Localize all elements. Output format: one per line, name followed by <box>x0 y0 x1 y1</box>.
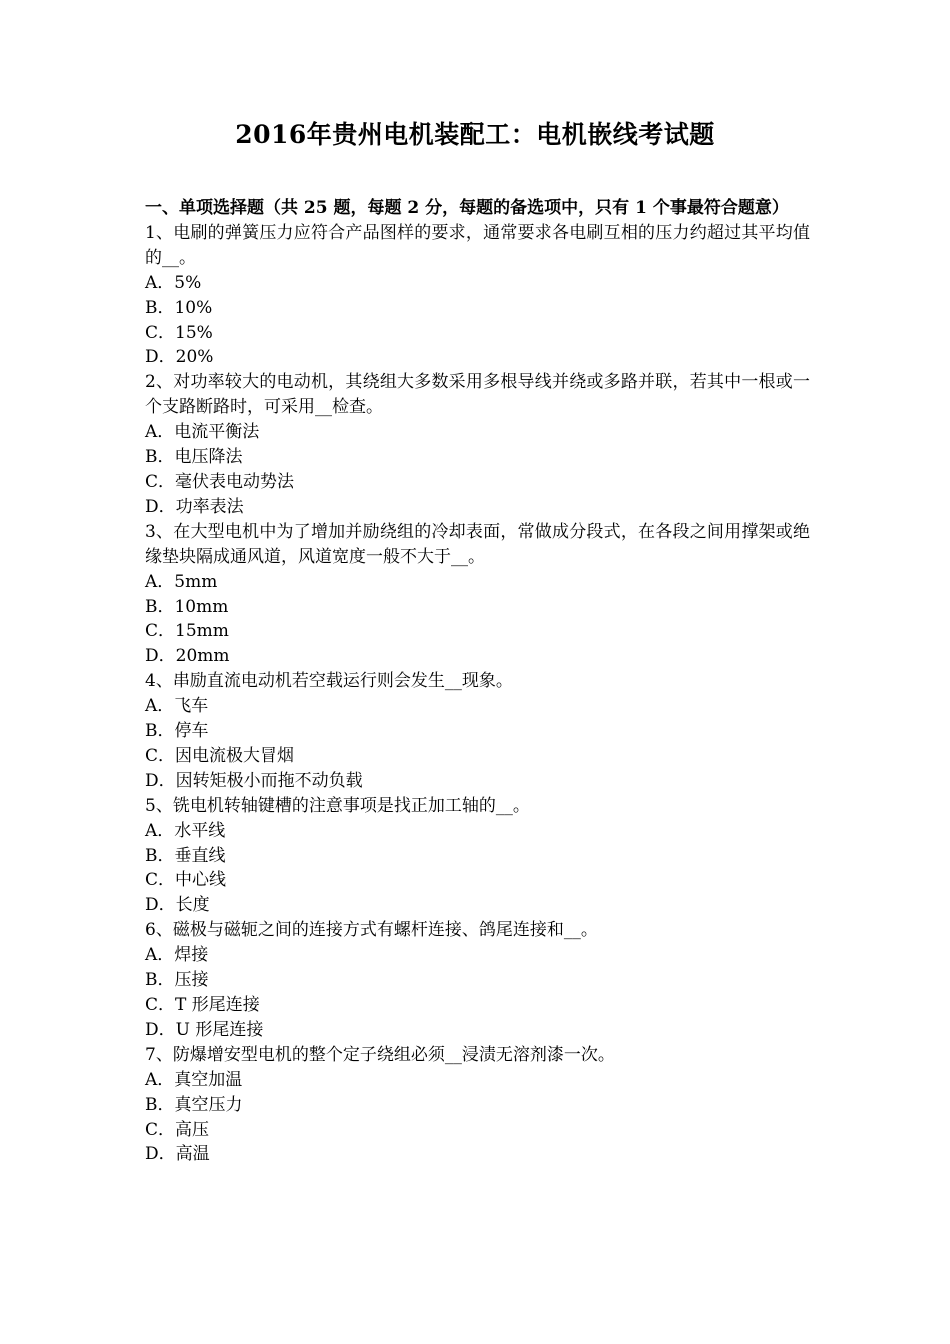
question-text: 5、铣电机转轴键槽的注意事项是找正加工轴的__。 <box>145 795 530 816</box>
option-a: A．真空加温 <box>145 1069 243 1090</box>
option-a: A．飞车 <box>145 696 209 717</box>
question-block <box>145 794 810 919</box>
option-d: D．因转矩极小而拖不动负载 <box>145 770 363 791</box>
option-a: A．5mm <box>145 571 218 592</box>
option-b: B．10% <box>145 297 213 318</box>
option-c: C．15% <box>145 322 213 343</box>
question-block <box>145 918 810 1043</box>
option-c: C．中心线 <box>145 870 227 891</box>
question-text: 7、防爆增安型电机的整个定子绕组必须__浸渍无溶剂漆一次。 <box>145 1044 615 1065</box>
question-block <box>145 520 810 669</box>
option-c: C．15mm <box>145 621 229 642</box>
option-b: B．垂直线 <box>145 845 226 866</box>
option-a: A．焊接 <box>145 945 209 966</box>
option-b: B．真空压力 <box>145 1094 243 1115</box>
option-d: D．20% <box>145 347 214 368</box>
option-a: A．电流平衡法 <box>145 422 260 443</box>
question-text: 1、电刷的弹簧压力应符合产品图样的要求，通常要求各电刷互相的压力约超过其平均值的__。 <box>145 222 810 268</box>
option-a: A．5% <box>145 272 202 293</box>
option-a: A．水平线 <box>145 820 226 841</box>
section-heading: 一、单项选择题（共 25 题，每题 2 分，每题的备选项中，只有 1 个事最符合题意） <box>145 198 789 218</box>
question-block <box>145 370 810 519</box>
option-b: B．10mm <box>145 596 229 617</box>
option-b: B．压接 <box>145 970 209 991</box>
question-text: 6、磁极与磁轭之间的连接方式有螺杆连接、鸽尾连接和__。 <box>145 920 598 941</box>
question-block <box>145 1043 810 1168</box>
option-b: B．停车 <box>145 721 209 742</box>
option-c: C．T 形尾连接 <box>145 995 260 1015</box>
document-title: 2016年贵州电机装配工：电机嵌线考试题 <box>235 120 715 149</box>
question-block <box>145 669 810 794</box>
option-c: C．因电流极大冒烟 <box>145 745 295 766</box>
option-c: C．毫伏表电动势法 <box>145 471 295 492</box>
exam-content <box>145 196 810 1167</box>
question-block <box>145 221 810 370</box>
option-c: C．高压 <box>145 1119 210 1140</box>
option-d: D．高温 <box>145 1144 210 1165</box>
option-d: D．功率表法 <box>145 496 244 517</box>
question-text: 2、对功率较大的电动机，其绕组大多数采用多根导线并绕或多路并联，若其中一根或一个支路断路时，可采用__检查。 <box>145 372 810 418</box>
option-b: B．电压降法 <box>145 447 243 468</box>
question-text: 4、串励直流电动机若空载运行则会发生__现象。 <box>145 671 513 692</box>
option-d: D．U 形尾连接 <box>145 1019 264 1040</box>
option-d: D．20mm <box>145 646 230 667</box>
option-d: D．长度 <box>145 895 210 916</box>
question-text: 3、在大型电机中为了增加并励绕组的冷却表面，常做成分段式，在各段之间用撑架或绝缘垫块隔成通风道，风道宽度一般不大于__。 <box>145 521 810 567</box>
